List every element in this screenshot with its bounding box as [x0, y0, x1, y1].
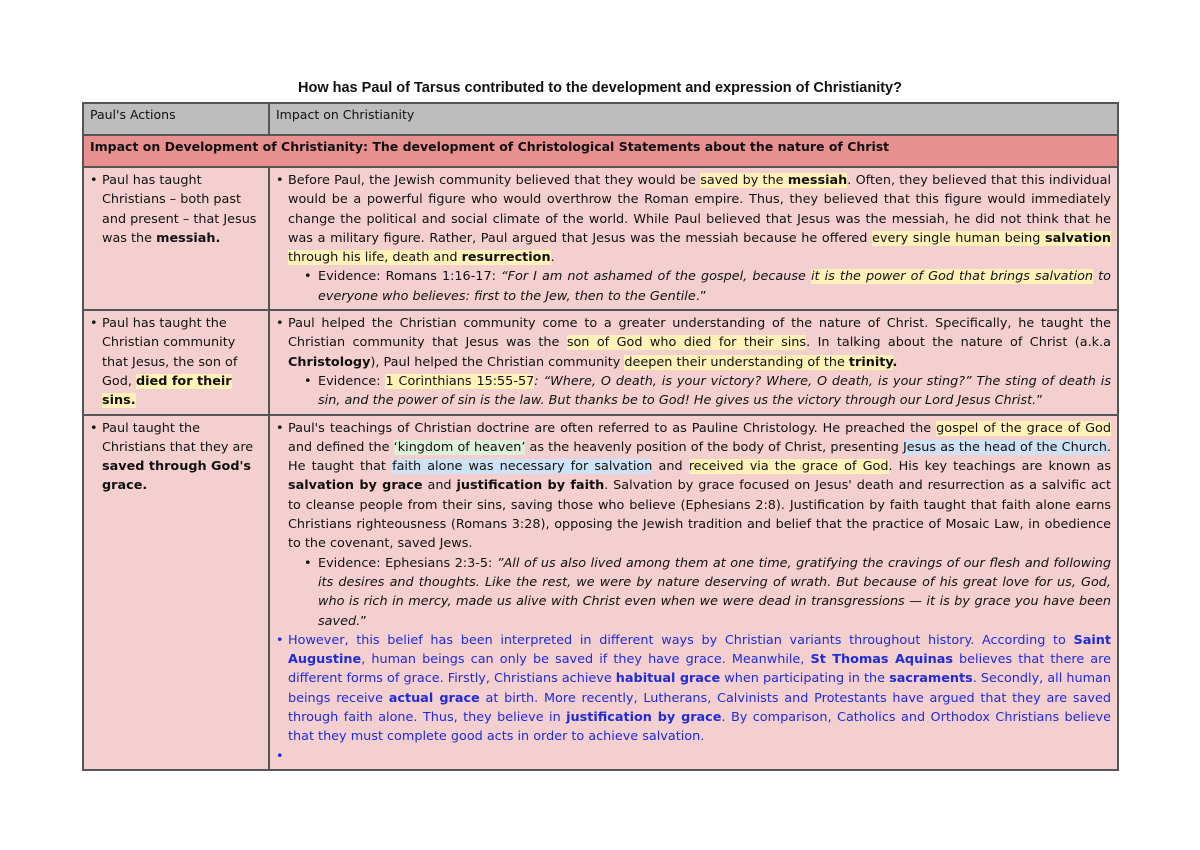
evidence-item — [318, 554, 1111, 631]
action-suffix: . — [130, 393, 136, 409]
table-row — [83, 415, 1118, 770]
impact-text: . — [892, 354, 898, 370]
quote-end: ” — [1036, 393, 1043, 409]
highlight: deepen their understanding of the — [624, 354, 849, 370]
highlight-bold: salvation — [1044, 230, 1112, 246]
highlight: gospel of the grace of God — [936, 420, 1111, 436]
table-row — [83, 167, 1118, 310]
impact-text: at birth. More recently, Lutherans, Calvinists and Protestants have argued that they are saved through faith alone. Thus, they believe in — [288, 690, 1111, 726]
list-item — [102, 419, 262, 496]
highlight: saved by the — [700, 173, 788, 188]
highlight: through his life, death and — [288, 250, 462, 266]
list-item — [288, 631, 1111, 747]
impact-text: and — [422, 478, 457, 494]
impact-cell — [269, 415, 1118, 770]
action-bold: saved through God's grace — [102, 459, 252, 494]
highlight: son of God who died for their sins — [566, 335, 807, 351]
impact-text: . By comparison, Catholics and Orthodox Christians believe that they must complete good acts in order to achieve salvation. — [288, 710, 1111, 745]
impact-text: believes that there are different forms of grace. Firstly, Christians achieve — [288, 652, 1111, 687]
impact-bold: sacraments — [889, 671, 973, 687]
header-row — [83, 103, 1118, 135]
action-text: Paul has taught Christians – both past and present – that Jesus was the — [102, 173, 257, 246]
impact-bold: Saint Augustine — [288, 632, 1111, 668]
impact-text: . Salvation by grace focused on Jesus' death and resurrection as a salvific act to cleanse people from their sins, saving those who believe (Ephesians 2:8). Justification by faith taught that faith alone earns Christians righteousness (Romans 3:28), opposing the Jewish tradition and belief that the practice of Mosaic Law, in obedience to the covenant, saved Jews. — [288, 478, 1111, 552]
action-suffix: . — [142, 478, 148, 494]
highlight: faith alone was necessary for salvation — [392, 459, 653, 475]
impact-bold: justification by faith — [456, 478, 605, 494]
evidence-label: Evidence: Ephesians 2:3-5: — [318, 555, 497, 571]
list-item — [288, 171, 1111, 306]
action-text: Paul taught the Christians that they are — [102, 420, 254, 455]
impact-cell — [269, 310, 1118, 414]
list-item — [102, 171, 262, 248]
evidence-label: Evidence: — [318, 373, 386, 389]
impact-text: Before Paul, the Jewish community believed that they would be — [288, 173, 701, 188]
impact-text: . His key teachings are known as — [888, 459, 1111, 475]
impact-text: and defined the — [288, 439, 394, 455]
impact-bold: St Thomas Aquinas — [810, 652, 953, 668]
highlight: ‘kingdom of heaven’ — [393, 439, 526, 455]
highlight: every single human being — [872, 230, 1045, 246]
impact-bold: actual grace — [388, 690, 480, 706]
highlight-bold: trinity — [848, 354, 893, 370]
evidence-label: Evidence: Romans 1:16-17: — [318, 269, 501, 285]
quote-text: “For I am not ashamed of the gospel, because — [501, 269, 811, 285]
highlight-bold: messiah — [787, 173, 848, 188]
header-impact: Impact on Christianity — [269, 103, 1118, 135]
list-item — [102, 314, 262, 410]
highlight-bold: resurrection — [461, 250, 551, 266]
impact-text: . — [550, 250, 555, 266]
action-cell — [83, 310, 269, 414]
impact-bold: salvation by grace — [288, 478, 423, 494]
impact-text: as the heavenly position of the body of Christ, presenting — [525, 439, 903, 455]
highlight: received via the grace of God — [688, 459, 889, 475]
evidence-item — [318, 372, 1111, 411]
impact-text: Paul's teachings of Christian doctrine are often referred to as Pauline Christology. He preached the — [288, 420, 937, 436]
impact-text: . In talking about the nature of Christ (a.k.a — [806, 335, 1111, 351]
quote-end: ” — [360, 613, 367, 629]
impact-bold: Christology — [288, 354, 371, 370]
impact-bold: habitual grace — [615, 671, 721, 687]
impact-text: . Often, they believed that this individual would be a powerful figure who would overthrow the Roman empire. Thus, they believed that this figure would immediately change the political and social climate of the world. While Paul believed that Jesus was the messiah, he did not think that he was a military figure. Rather, Paul argued that Jesus was the messiah because he offered — [288, 173, 1111, 246]
impact-text: when participating in the — [720, 671, 890, 687]
action-cell — [83, 167, 269, 310]
impact-text: , human beings can only be saved if they have grace. Meanwhile, — [361, 652, 811, 668]
impact-bold: justification by grace — [566, 710, 722, 726]
action-suffix: . — [215, 230, 221, 246]
quote-text: : “Where, O death, is your victory? Where, O death, is your sting?” The sting of death is sin, and the power of sin is the law. But thanks be to God! He gives us the victory through our Lord Jesus Christ. — [318, 373, 1112, 409]
impact-text: . He taught that — [288, 439, 1112, 475]
section-row — [83, 135, 1118, 167]
impact-cell — [269, 167, 1118, 310]
impact-text: ), Paul helped the Christian community — [370, 354, 625, 370]
quote-text: ”All of us also lived among them at one time, gratifying the cravings of our flesh and following its desires and thoughts. Like the rest, we were by nature deserving of wrath. But because of his great love for us, God, who is rich in mercy, made us alive with Christ even when we were dead in transgressions — it is by grace you have been saved. — [318, 555, 1111, 629]
impact-text: Paul helped the Christian community come to a greater understanding of the nature of Christ. Specifically, he taught the Christian community that Jesus was the — [288, 316, 1111, 351]
impact-text: However, this belief has been interpreted in different ways by Christian variants throughout history. According to — [288, 632, 1074, 648]
section-heading: Impact on Development of Christianity: The development of Christological Statements about the nature of Christ — [83, 135, 1118, 167]
header-pauls-actions: Paul's Actions — [83, 103, 269, 135]
quote-end: .” — [695, 288, 707, 304]
table-row — [83, 310, 1118, 414]
impact-text: and — [652, 459, 689, 475]
list-item — [288, 314, 1111, 410]
empty-list-item — [288, 747, 1111, 766]
content-table — [82, 102, 1119, 771]
impact-text: . Secondly, all human beings receive — [288, 671, 1111, 706]
page-title: How has Paul of Tarsus contributed to the development and expression of Christianity? — [298, 80, 902, 96]
action-cell — [83, 415, 269, 770]
evidence-item — [318, 267, 1111, 306]
action-bold: messiah — [156, 230, 216, 246]
highlight: 1 Corinthians 15:55-57 — [385, 373, 535, 389]
highlight: Jesus as the head of the Church — [902, 439, 1107, 455]
quote-text: to everyone who believes: first to the Jew, then to the Gentile — [318, 269, 1111, 304]
action-text: Paul has taught the Christian community that Jesus, the son of God, — [102, 316, 238, 389]
list-item — [288, 419, 1111, 631]
action-bold: died for their sins — [102, 373, 232, 409]
highlight: it is the power of God that brings salvation — [810, 269, 1094, 285]
